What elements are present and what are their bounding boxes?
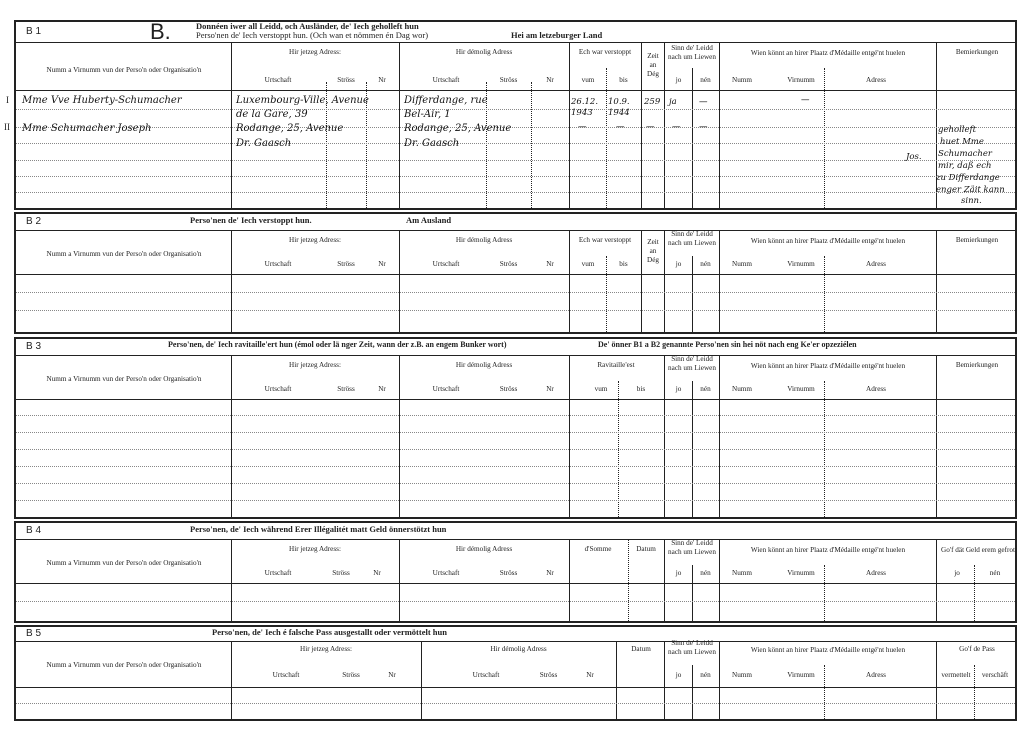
sub-yes: jo (675, 385, 682, 393)
col-sum-header: d'Somme (584, 545, 612, 553)
sub-yes: jo (675, 671, 682, 679)
sub-nr: Nr (378, 76, 386, 84)
sub-nr: Nr (388, 671, 396, 679)
col-addr-then-header: Hir démolig Adress (455, 48, 513, 56)
col-medal-header: Wien könnt an hirer Plaatz d'Médaille entgé'nt huelen (750, 546, 906, 554)
section-title: Donnéen iwer all Leidd, och Ausländer, de' Iech geholleft hun (196, 21, 419, 31)
row1-name: Mme Vve Huberty-Schumacher (22, 95, 182, 106)
col-name-header: Numm a Virnumm vun der Perso'n oder Organisatio'n (46, 250, 202, 258)
section-b3 (14, 337, 1017, 519)
sub-nr: Nr (546, 385, 554, 393)
col-addr-then-header: Hir démolig Adress (455, 236, 513, 244)
row1-alive-no: — (699, 97, 708, 107)
col-alive-header: Sinn de' Leidd nach um Liewen (668, 230, 716, 247)
sub-nr: Nr (546, 260, 554, 268)
col-medal-header: Wien könnt an hirer Plaatz d'Médaille entgé'nt huelen (750, 646, 906, 654)
sub-place: Urtschaft (472, 671, 500, 679)
sub-firstname: Virnumm (787, 76, 815, 84)
section-b3-header (16, 339, 1015, 356)
col-time-header: Zeit an Dég (647, 52, 659, 78)
sub-to: bis (619, 260, 628, 268)
sub-no: nén (700, 260, 711, 268)
sub-address: Adress (866, 569, 886, 577)
sub-no: nén (700, 569, 711, 577)
sub-place: Urtschaft (272, 671, 300, 679)
sub-street: Ströss (337, 76, 355, 84)
col-medal-header: Wien könnt an hirer Plaatz d'Médaille entgé'nt huelen (750, 362, 906, 370)
sub-firstname: Virnumm (787, 569, 815, 577)
col-date-header: Datum (636, 545, 656, 553)
section-title: Perso'nen, de' Iech während Erer Illégalitét matt Geld önnerstötzt hun (190, 524, 447, 534)
row1-address-then: Bel-Air, 1 (404, 109, 451, 120)
remark-line: mir, daß ech (938, 161, 992, 171)
col-alive-header: Sinn de' Leidd nach um Liewen (668, 539, 716, 556)
sub-no: nén (700, 76, 711, 84)
sub-street: Ströss (499, 76, 518, 84)
sub-nr: Nr (546, 76, 554, 84)
sub-street: Ströss (337, 385, 355, 393)
sub-street: Ströss (332, 569, 350, 577)
row2-dash: — (578, 122, 587, 132)
col-ravitaille-header: Ravitaille'est (597, 361, 635, 369)
sub-nr: Nr (586, 671, 594, 679)
sub-street: Ströss (539, 671, 558, 679)
col-addr-then-header: Hir démolig Adress (490, 645, 547, 653)
row2-address-then: Rodange, 25, Avenue (404, 123, 512, 134)
sub-name: Numm (732, 569, 752, 577)
row2-address-now: Dr. Gaasch (236, 138, 292, 149)
section-title: Perso'nen, de' Iech é falsche Pass ausgestallt oder vermöttelt hun (212, 627, 447, 637)
sub-yes: jo (675, 260, 682, 268)
section-code: B 2 (26, 216, 42, 227)
row2-dash: — (672, 122, 681, 132)
sub-nr: Nr (546, 569, 554, 577)
col-addr-then-header: Hir démolig Adress (455, 361, 513, 369)
sub-address: Adress (866, 385, 886, 393)
row2-address-now: Rodange, 25, Avenue (236, 123, 344, 134)
section-b2 (14, 212, 1017, 334)
sub-firstname: Virnumm (787, 260, 815, 268)
sub-nr: Nr (373, 569, 381, 577)
big-letter: B. (150, 19, 171, 44)
col-time-header: Zeit an Dég (647, 238, 659, 264)
col-name-header: Numm a Virnumm vun der Perso'n oder Organisatio'n (46, 375, 202, 383)
section-title-right: Am Ausland (406, 215, 452, 225)
col-addr-now-header: Hir jetzeg Adress: (300, 645, 352, 653)
sub-no: nén (989, 569, 1001, 577)
section-b1-header (16, 19, 1015, 44)
col-addr-then-header: Hir démolig Adress (455, 545, 513, 553)
row-roman-numeral: I (6, 95, 9, 105)
section-b5-header (16, 627, 1015, 642)
col-alive-header: Sinn de' Leidd nach um Liewen (668, 355, 716, 372)
sub-street: Ströss (337, 260, 355, 268)
sub-place: Urtschaft (264, 260, 292, 268)
row1-from: 26.12. 1943 (571, 97, 599, 118)
sub-place: Urtschaft (264, 385, 292, 393)
sub-place: Urtschaft (264, 569, 292, 577)
section-title-right: De' önner B1 a B2 genannte Perso'nen sin hei nöt nach eng Ke'er opzeziélen (598, 340, 857, 349)
sub-no: nén (700, 671, 711, 679)
row1-address-now: de la Gare, 39 (236, 109, 308, 120)
sub-street: Ströss (499, 569, 518, 577)
col-addr-now-header: Hir jetzeg Adress: (289, 545, 341, 553)
row2-dash: — (616, 122, 625, 132)
sub-from: vum (581, 76, 595, 84)
col-hidden-header: Ech war verstoppt (578, 236, 632, 244)
sub-place: Urtschaft (432, 569, 460, 577)
sub-nr: Nr (378, 260, 386, 268)
col-alive-header: Sinn de' Leidd nach um Liewen (668, 44, 716, 61)
sub-issued: vermettelt (941, 671, 971, 679)
col-remarks-header: Bemierkungen (955, 236, 999, 244)
col-name-header: Numm a Virnumm vun der Perso'n oder Organisatio'n (46, 66, 202, 74)
section-code: B 3 (26, 341, 42, 352)
sub-name: Numm (732, 385, 752, 393)
col-addr-now-header: Hir jetzeg Adress: (289, 236, 341, 244)
sub-yes: jo (675, 76, 682, 84)
sub-yes: jo (954, 569, 960, 577)
col-addr-now-header: Hir jetzeg Adress: (289, 361, 341, 369)
row-roman-numeral: II (4, 122, 10, 132)
col-remarks-header: Bemierkungen (955, 48, 999, 56)
remark-line: enger Zäit kann (936, 185, 1005, 195)
sub-street: Ströss (342, 671, 360, 679)
row1-days: 259 (644, 97, 661, 107)
section-b2-header (16, 214, 1015, 231)
row2-address-then: Dr. Gaasch (404, 138, 460, 149)
col-alive-header: Sinn de' Leidd nach um Liewen (668, 639, 716, 656)
sub-address: Adress (866, 260, 886, 268)
row1-alive-yes: ja (669, 97, 677, 107)
row2-dash: — (699, 122, 708, 132)
section-subtitle: Perso'nen de' Iech verstoppt hun. (Och wan et nömmen én Dag wor) (196, 30, 429, 40)
col-medal-header: Wien könnt an hirer Plaatz d'Médaille entgé'nt huelen (750, 49, 906, 57)
section-code: B 5 (26, 628, 42, 639)
sub-place: Urtschaft (432, 260, 460, 268)
section-b5 (14, 625, 1017, 721)
remark-line: sinn. (961, 196, 982, 206)
sub-from: vum (581, 260, 595, 268)
sub-place: Urtschaft (264, 76, 292, 84)
row1-to: 10.9. 1944 (608, 97, 630, 118)
sub-address: Adress (866, 76, 886, 84)
sub-name: Numm (732, 671, 752, 679)
sub-to: bis (636, 385, 646, 393)
row1-address-now: Luxembourg-Ville, Avenue (236, 95, 369, 106)
remark-line: huet Mme (940, 137, 984, 147)
col-addr-now-header: Hir jetzeg Adress: (289, 48, 341, 56)
sub-to: bis (619, 76, 628, 84)
sub-nr: Nr (378, 385, 386, 393)
section-code: B 4 (26, 525, 42, 536)
row1-address-then: Differdange, rue (404, 95, 488, 106)
col-medal-header: Wien könnt an hirer Plaatz d'Médaille entgé'nt huelen (750, 237, 906, 245)
section-b4 (14, 521, 1017, 623)
col-name-header: Numm a Virnumm vun der Perso'n oder Organisatio'n (46, 559, 202, 567)
remark-line: Schumacher (938, 149, 992, 159)
row2-dash: — (646, 122, 655, 132)
col-money-header: Go'f dät Geld erem gefrot (941, 546, 1015, 554)
sub-address: Adress (866, 671, 886, 679)
col-remarks-header: Bemierkungen (955, 361, 999, 369)
section-b4-header (16, 523, 1015, 540)
sub-from: vum (594, 385, 608, 393)
section-title: Perso'nen de' Iech verstoppt hun. (190, 215, 312, 225)
sub-yes: jo (675, 569, 682, 577)
row1-medal: — (801, 95, 810, 105)
sub-provided: verschäft (981, 671, 1009, 679)
col-date-header: Datum (631, 645, 651, 653)
section-code: B 1 (26, 26, 42, 37)
sub-street: Ströss (499, 260, 518, 268)
sub-street: Ströss (499, 385, 518, 393)
section-title: Perso'nen, de' Iech ravitaille'ert hun (émol oder lä nger Zeit, wann der z.B. an engem Bunker wort) (168, 340, 507, 349)
sub-no: nén (700, 385, 711, 393)
remark-line: geholleft (938, 125, 977, 135)
sub-name: Numm (732, 260, 752, 268)
sub-name: Numm (732, 76, 752, 84)
remark-prefix: Jos. (906, 152, 922, 162)
remark-line: zu Differdange (936, 173, 1000, 183)
section-subtitle-right: Hei am letzeburger Land (511, 30, 603, 40)
row2-name: Mme Schumacher Joseph (22, 123, 152, 134)
col-name-header: Numm a Virnumm vun der Perso'n oder Organisatio'n (46, 661, 202, 669)
col-hidden-header: Ech war verstoppt (578, 48, 632, 56)
sub-firstname: Virnumm (787, 671, 815, 679)
col-pass-header: Go'f de Pass (959, 645, 995, 653)
sub-place: Urtschaft (432, 76, 460, 84)
sub-place: Urtschaft (432, 385, 460, 393)
sub-firstname: Virnumm (787, 385, 815, 393)
section-b1 (4, 19, 1017, 210)
